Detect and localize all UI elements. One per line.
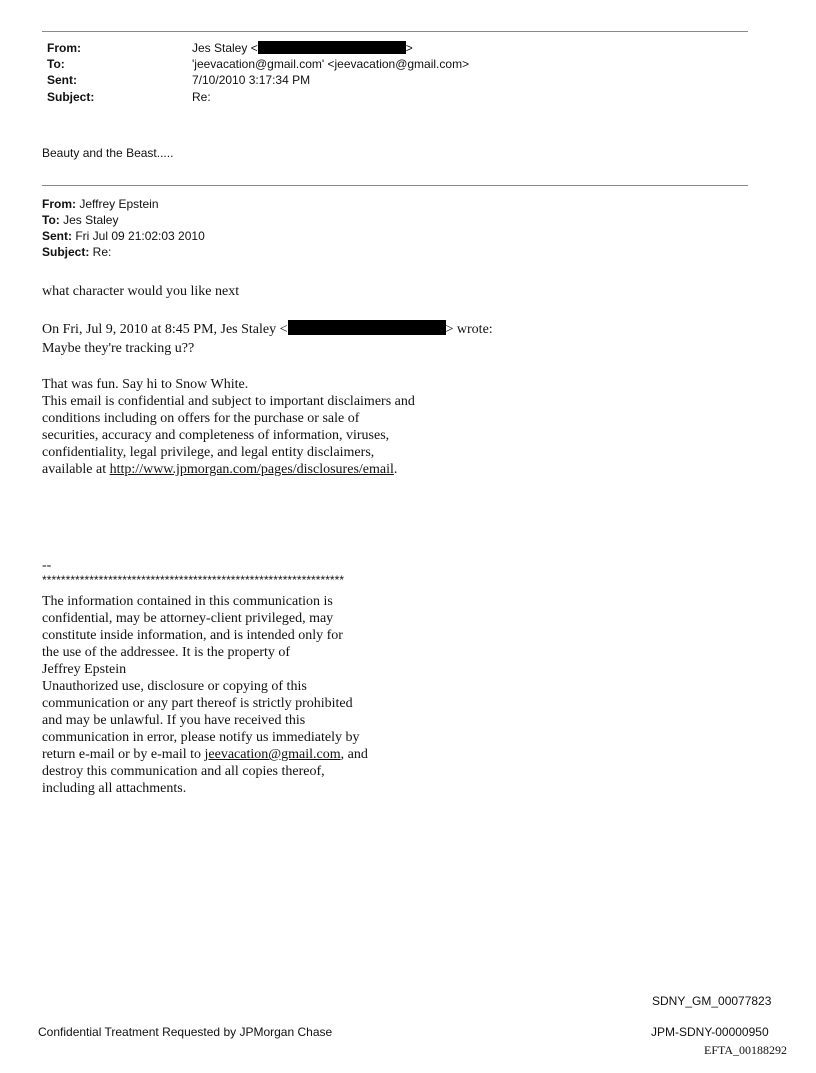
text-line: securities, accuracy and completeness of information, viruses, (42, 428, 390, 443)
return-suffix: , and (340, 747, 368, 762)
sent-label: Sent: (47, 73, 77, 87)
asterisk-separator: **************************************************************** (42, 573, 345, 587)
text-line: The information contained in this communication is (42, 594, 333, 609)
fwd-to (42, 213, 118, 227)
epstein-disclaimer (42, 593, 368, 797)
from-value (192, 41, 413, 55)
jpm-disclaimer (42, 376, 415, 478)
text-line: That was fun. Say hi to Snow White. (42, 377, 249, 392)
fwd-from (42, 197, 159, 211)
wrote-suffix: > wrote: (445, 322, 493, 337)
text-line: communication or any part thereof is strictly prohibited (42, 696, 353, 711)
fwd-to-label: To: (42, 213, 60, 227)
fwd-from-value: Jeffrey Epstein (76, 197, 159, 211)
subject-value: Re: (192, 90, 211, 104)
from-name: Jes Staley < (192, 41, 258, 55)
fwd-to-value: Jes Staley (59, 213, 119, 227)
available-prefix: available at (42, 462, 110, 477)
from-label: From: (47, 41, 81, 55)
jpmorgan-link[interactable]: http://www.jpmorgan.com/pages/disclosures/email (109, 462, 394, 477)
text-line (42, 461, 415, 478)
text-line: including all attachments. (42, 781, 187, 796)
text-line: conditions including on offers for the purchase or sale of (42, 411, 360, 426)
fwd-sent (42, 229, 205, 243)
text-line: confidential, may be attorney-client privileged, may (42, 611, 334, 626)
sent-value: 7/10/2010 3:17:34 PM (192, 73, 311, 87)
fwd-subject-label: Subject: (42, 245, 90, 259)
text-line: destroy this communication and all copies thereof, (42, 764, 325, 779)
return-prefix: return e-mail or by e-mail to (42, 747, 205, 762)
redaction-box (288, 320, 446, 335)
text-line: and may be unlawful. If you have received this (42, 713, 306, 728)
wrote-line (42, 320, 493, 338)
header-top-rule (42, 31, 748, 32)
fwd-subject (42, 245, 111, 259)
from-suffix: > (405, 41, 413, 55)
text-line: This email is confidential and subject to important disclaimers and (42, 394, 415, 409)
fwd-sent-label: Sent: (42, 229, 72, 243)
bates-efta: EFTA_00188292 (704, 1043, 788, 1057)
text-line: constitute inside information, and is intended only for (42, 628, 343, 643)
quote-rule (42, 185, 748, 186)
confidential-notice: Confidential Treatment Requested by JPMorgan Chase (38, 1025, 333, 1039)
bates-jpm-sdny: JPM-SDNY-00000950 (651, 1025, 769, 1039)
fwd-subject-value: Re: (89, 245, 112, 259)
text-line: confidentiality, legal privilege, and legal entity disclaimers, (42, 445, 375, 460)
redaction-box (258, 41, 406, 54)
fwd-from-label: From: (42, 197, 76, 211)
reply-text: Beauty and the Beast..... (42, 146, 174, 160)
to-value: 'jeevacation@gmail.com' <jeevacation@gmail.com> (192, 57, 470, 71)
question-line: what character would you like next (42, 284, 240, 299)
text-line (42, 746, 368, 763)
signature-dashes: -- (42, 558, 52, 573)
to-label: To: (47, 57, 65, 71)
text-line: Jeffrey Epstein (42, 662, 127, 677)
bates-sdny-gm: SDNY_GM_00077823 (652, 994, 772, 1008)
wrote-prefix: On Fri, Jul 9, 2010 at 8:45 PM, Jes Staley < (42, 322, 288, 337)
text-line: communication in error, please notify us immediately by (42, 730, 360, 745)
available-suffix: . (393, 462, 398, 477)
email-link[interactable]: jeevacation@gmail.com (204, 747, 341, 762)
tracking-line: Maybe they're tracking u?? (42, 341, 195, 356)
text-line: the use of the addressee. It is the property of (42, 645, 291, 660)
subject-label: Subject: (47, 90, 95, 104)
text-line: Unauthorized use, disclosure or copying of this (42, 679, 307, 694)
fwd-sent-value: Fri Jul 09 21:02:03 2010 (72, 229, 205, 243)
